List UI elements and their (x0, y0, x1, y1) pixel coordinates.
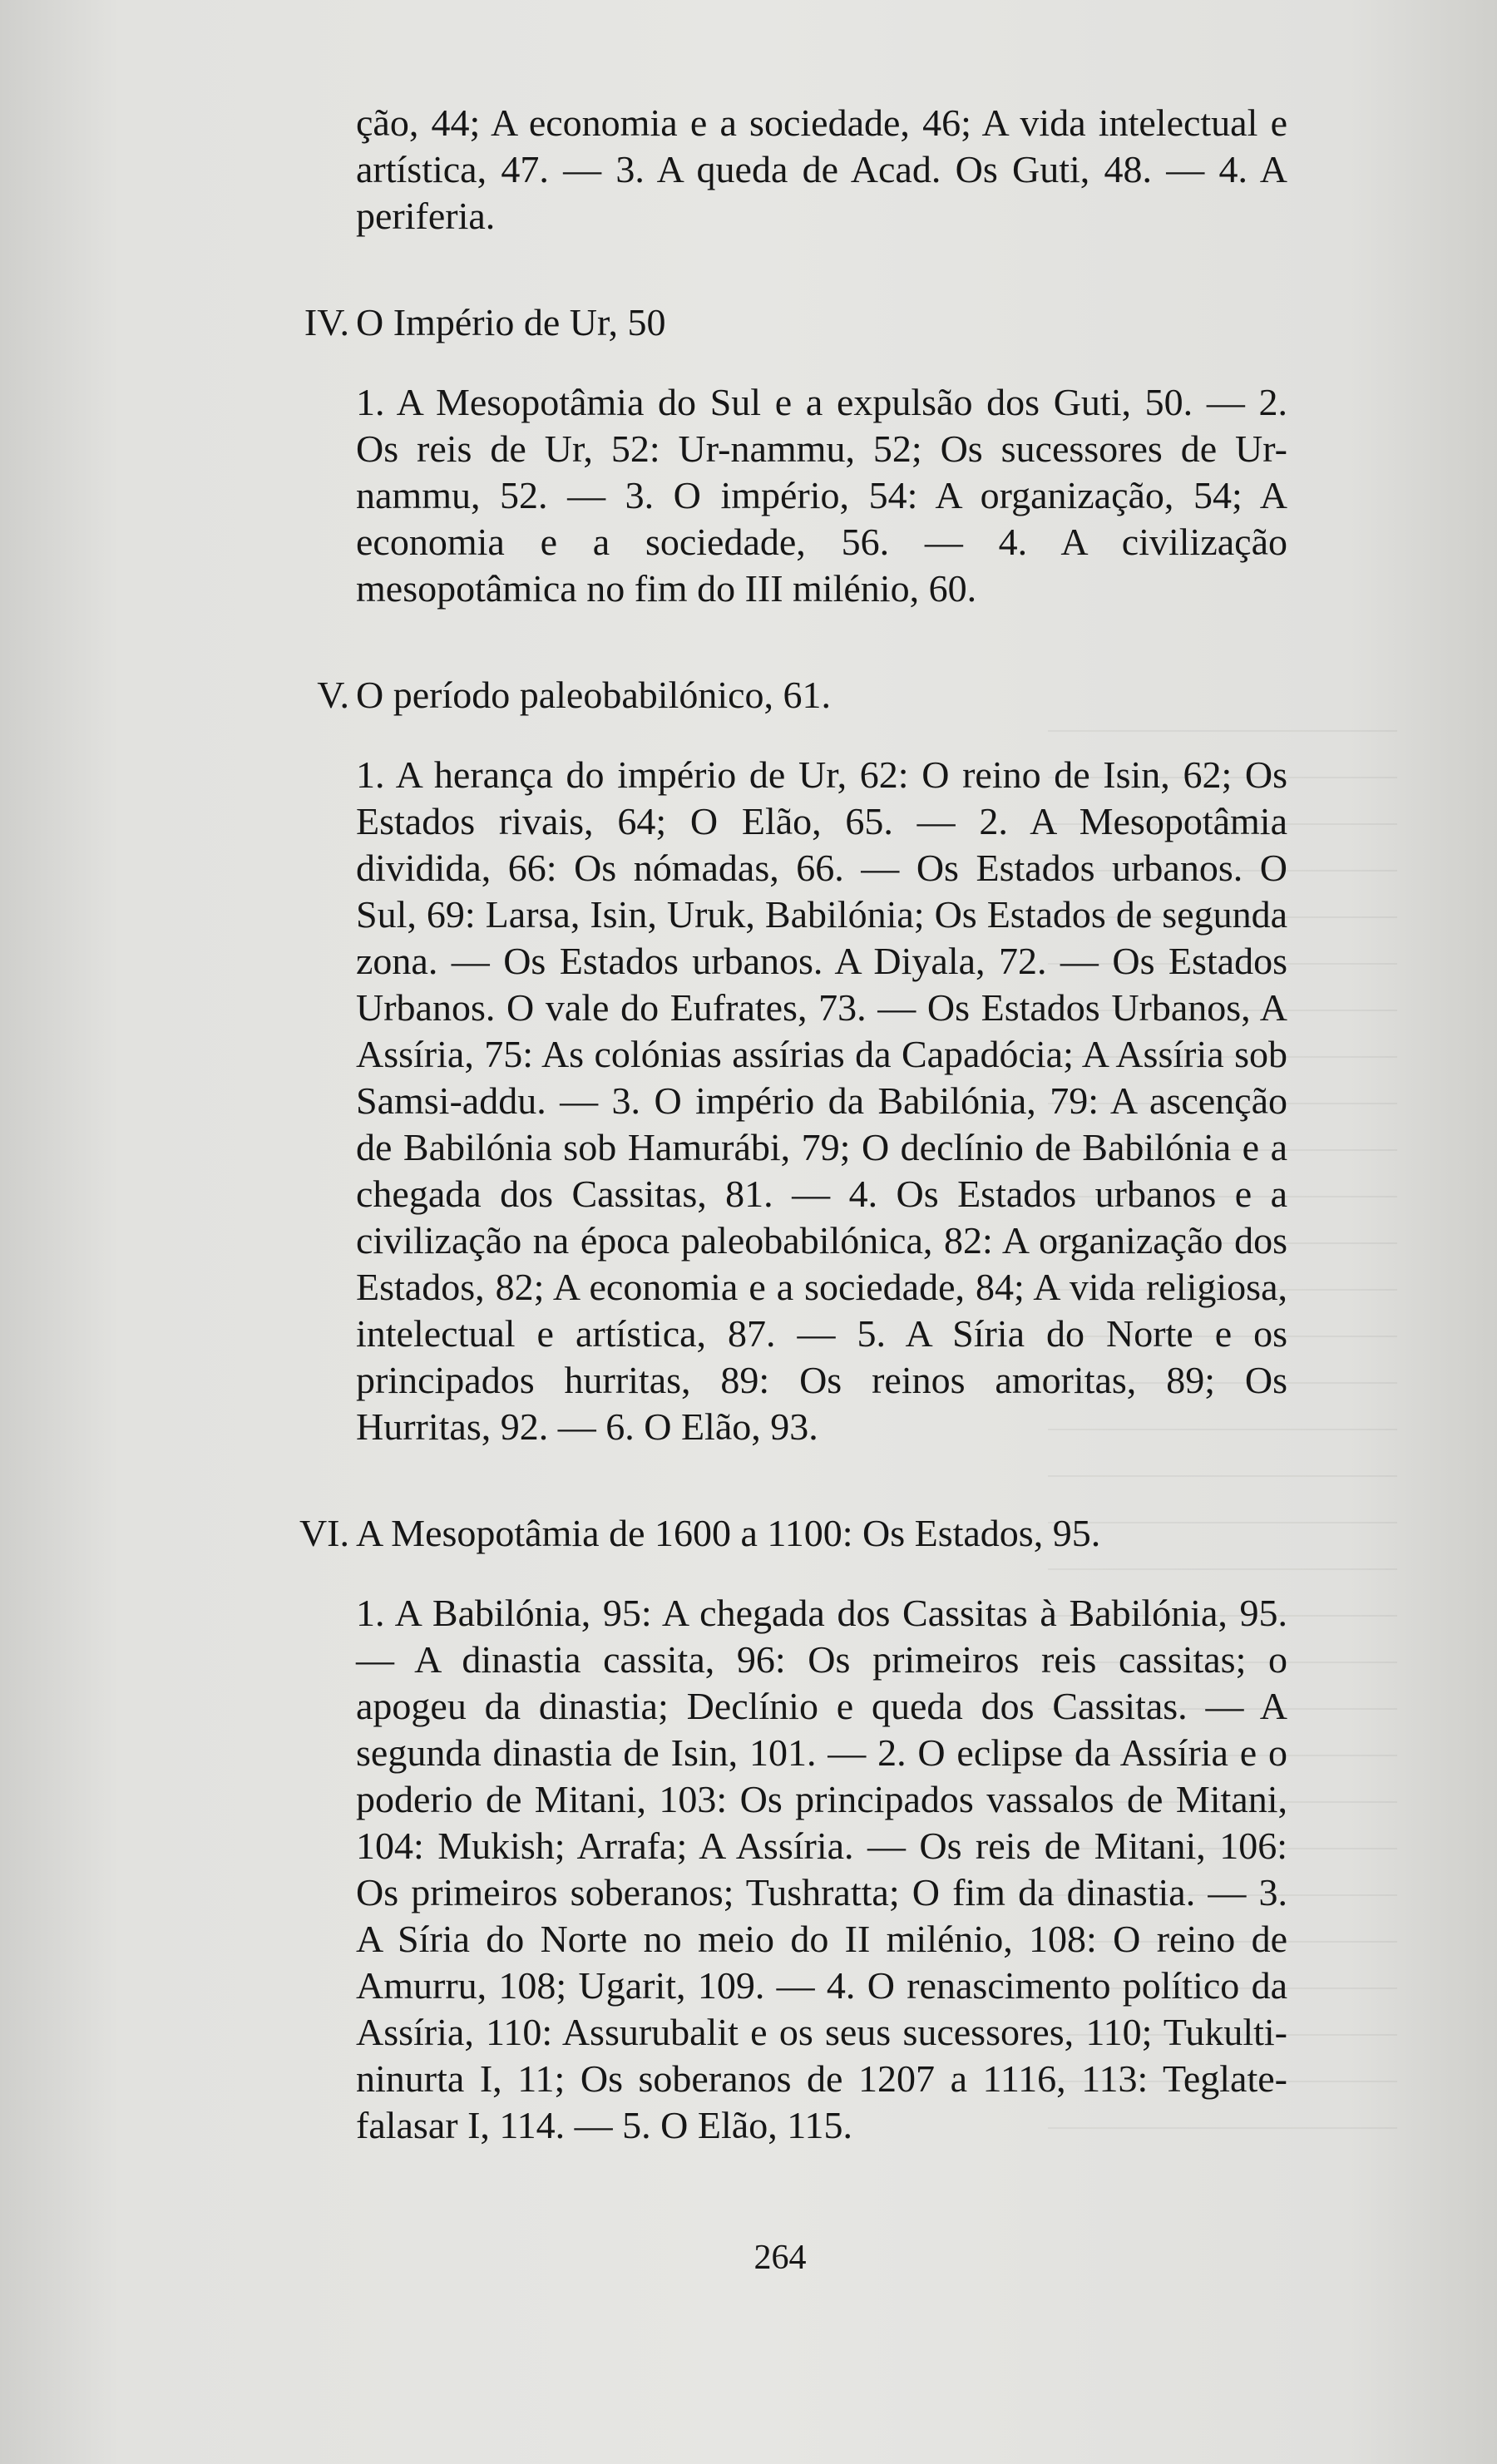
chapter-iv (304, 299, 1287, 612)
chapter-title: A Mesopotâmia de 1600 a 1100: Os Estados, 95. (356, 1512, 1101, 1554)
previous-chapter-continuation: ção, 44; A economia e a sociedade, 46; A vida intelectual e artística, 47. — 3. A queda de Acad. Os Guti, 48. — 4. A periferia. (356, 101, 1287, 237)
chapter-numeral: VI. (299, 1512, 349, 1554)
page-number-container (0, 2237, 1497, 2279)
chapter-title: O Império de Ur, 50 (356, 301, 666, 343)
chapter-numeral: V. (317, 674, 349, 716)
chapter-summary: 1. A Mesopotâmia do Sul e a expulsão dos Guti, 50. — 2. Os reis de Ur, 52: Ur-nammu, 52; Os sucessores de Ur-nammu, 52. — 3. O império, 54: A organização, 54; A economia e a sociedade, 56. — 4. A civilização mesopotâmica no fim do III milénio, 60. (356, 381, 1287, 610)
chapter-summary: 1. A herança do império de Ur, 62: O reino de Isin, 62; Os Estados rivais, 64; O Elão, 65. — 2. A Mesopotâmia dividida, 66: Os nómadas, 66. — Os Estados urbanos. O Sul, 69: Larsa, Isin, Uruk, Babilónia; Os Estados de segunda zona. — Os Estados urbanos. A Diyala, 72. — Os Estados Urbanos. O vale do Eufrates, 73. — Os Estados Urbanos, A Assíria, 75: As colónias assírias da Capadócia; A Assíria sob Samsi-addu. — 3. O império da Babilónia, 79: A ascenção de Babilónia sob Hamurábi, 79; O declínio de Babilónia e a chegada dos Cassitas, 81. — 4. Os Estados urbanos e a civilização na época paleobabilónica, 82: A organização dos Estados, 82; A economia e a sociedade, 84; A vida religiosa, intelectual e artística, 87. — 5. A Síria do Norte e os principados hurritas, 89: Os reinos amoritas, 89; Os Hurritas, 92. — 6. O Elão, 93. (356, 753, 1287, 1448)
page-number: 264 (753, 2239, 807, 2277)
table-of-contents (299, 100, 1287, 2209)
chapter-numeral: IV. (304, 301, 349, 343)
chapter-summary: 1. A Babilónia, 95: A chegada dos Cassitas à Babilónia, 95. — A dinastia cassita, 96: Os primeiros reis cassitas; o apogeu da dinastia; Declínio e queda dos Cassitas. — A segunda dinastia de Isin, 101. — 2. O eclipse da Assíria e o poderio de Mitani, 103: Os principados vassalos de Mitani, 104: Mukish; Arrafa; A Assíria. — Os reis de Mitani, 106: Os primeiros soberanos; Tushratta; O fim da dinastia. — 3. A Síria do Norte no meio do II milénio, 108: O reino de Amurru, 108; Ugarit, 109. — 4. O renascimento político da Assíria, 110: Assurubalit e os seus sucessores, 110; Tukulti-ninurta I, 11; Os soberanos de 1207 a 1116, 113: Teglate-falasar I, 114. — 5. O Elão, 115. (356, 1592, 1287, 2146)
chapter-v (317, 672, 1287, 1450)
chapter-vi (299, 1510, 1287, 2149)
chapter-title: O período paleobabilónico, 61. (356, 674, 832, 716)
